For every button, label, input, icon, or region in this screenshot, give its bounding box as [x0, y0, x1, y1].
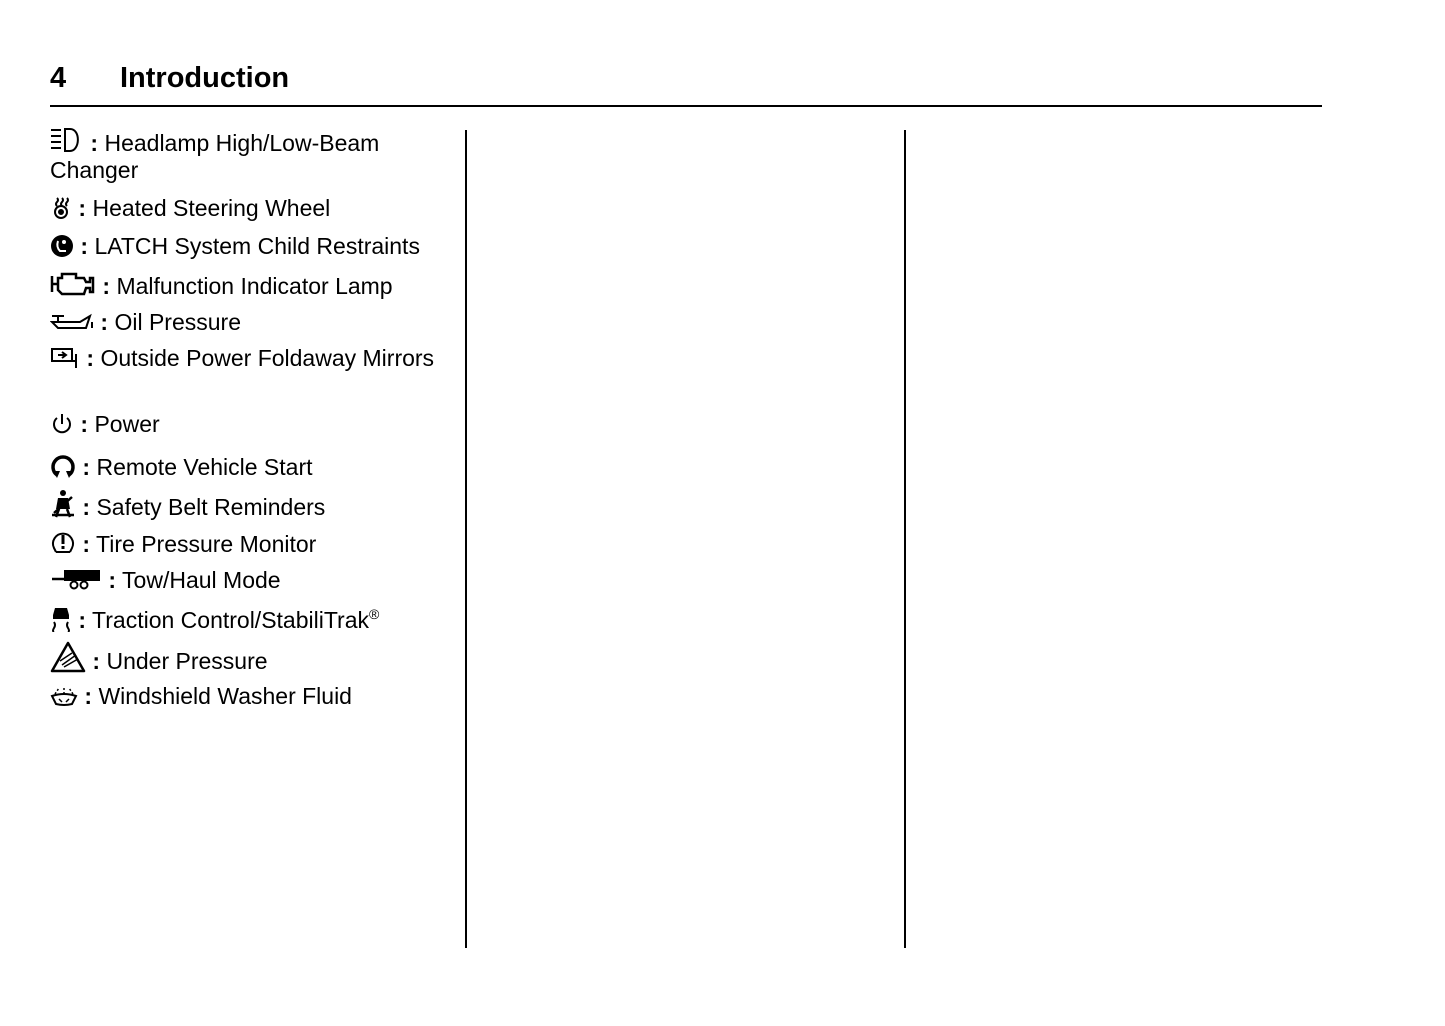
symbol-label: Outside Power Foldaway Mirrors: [100, 345, 435, 371]
under-pressure-warning-icon: [50, 641, 86, 673]
symbol-label: Traction Control/StabiliTrak: [92, 607, 369, 633]
symbol-entry-traction-control: : Traction Control/StabiliTrak®: [50, 606, 450, 634]
symbol-entry-heated-steering-wheel: : Heated Steering Wheel: [50, 195, 450, 222]
symbol-label: Safety Belt Reminders: [96, 494, 326, 520]
symbol-label: Headlamp High/Low-Beam Changer: [50, 130, 380, 183]
symbol-entry-remote-start: : Remote Vehicle Start: [50, 453, 450, 481]
symbol-entry-oil-pressure: : Oil Pressure: [50, 309, 450, 336]
oil-can-icon: [50, 312, 94, 334]
tow-haul-icon: [50, 568, 102, 592]
symbol-label: LATCH System Child Restraints: [94, 233, 420, 259]
symbol-entry-under-pressure: : Under Pressure: [50, 641, 450, 675]
symbol-label: Tire Pressure Monitor: [96, 531, 317, 557]
symbol-entry-tire-pressure: : Tire Pressure Monitor: [50, 530, 450, 558]
symbol-label: Malfunction Indicator Lamp: [116, 273, 393, 299]
symbol-entry-tow-haul: : Tow/Haul Mode: [50, 567, 450, 594]
symbol-entry-washer-fluid: : Windshield Washer Fluid: [50, 683, 450, 710]
traction-control-icon: [50, 606, 72, 632]
heated-steering-wheel-icon: [50, 196, 72, 220]
symbol-label: Power: [94, 411, 160, 437]
registered-mark: ®: [369, 606, 380, 622]
symbol-entry-latch: : LATCH System Child Restraints: [50, 233, 450, 260]
column-divider-1: [465, 130, 467, 948]
symbol-entry-headlamp: : Headlamp High/Low-Beam Changer: [50, 127, 450, 184]
engine-icon: [50, 270, 96, 298]
mirror-fold-icon: [50, 346, 80, 370]
symbol-entry-malfunction-lamp: : Malfunction Indicator Lamp: [50, 270, 450, 300]
symbol-entry-safety-belt: : Safety Belt Reminders: [50, 489, 450, 521]
symbol-label: Remote Vehicle Start: [96, 454, 313, 480]
header-rule: [50, 105, 1322, 107]
page-title: Introduction: [120, 62, 290, 94]
tire-pressure-icon: [50, 530, 76, 556]
symbol-label: Heated Steering Wheel: [92, 195, 331, 221]
column-divider-2: [904, 130, 906, 948]
symbol-entry-foldaway-mirrors: : Outside Power Foldaway Mirrors: [50, 345, 450, 372]
symbol-label: Tow/Haul Mode: [122, 567, 281, 593]
symbol-label: Windshield Washer Fluid: [98, 683, 352, 709]
symbol-entry-power: : Power: [50, 411, 450, 438]
latch-child-seat-icon: [50, 234, 74, 258]
power-icon: [50, 412, 74, 436]
seat-belt-icon: [50, 489, 76, 519]
washer-fluid-icon: [50, 686, 78, 708]
headlamp-beam-icon: [50, 127, 84, 155]
page-number: 4: [50, 62, 67, 94]
symbol-label: Oil Pressure: [114, 309, 241, 335]
remote-start-icon: [50, 453, 76, 479]
symbol-label: Under Pressure: [106, 648, 268, 674]
